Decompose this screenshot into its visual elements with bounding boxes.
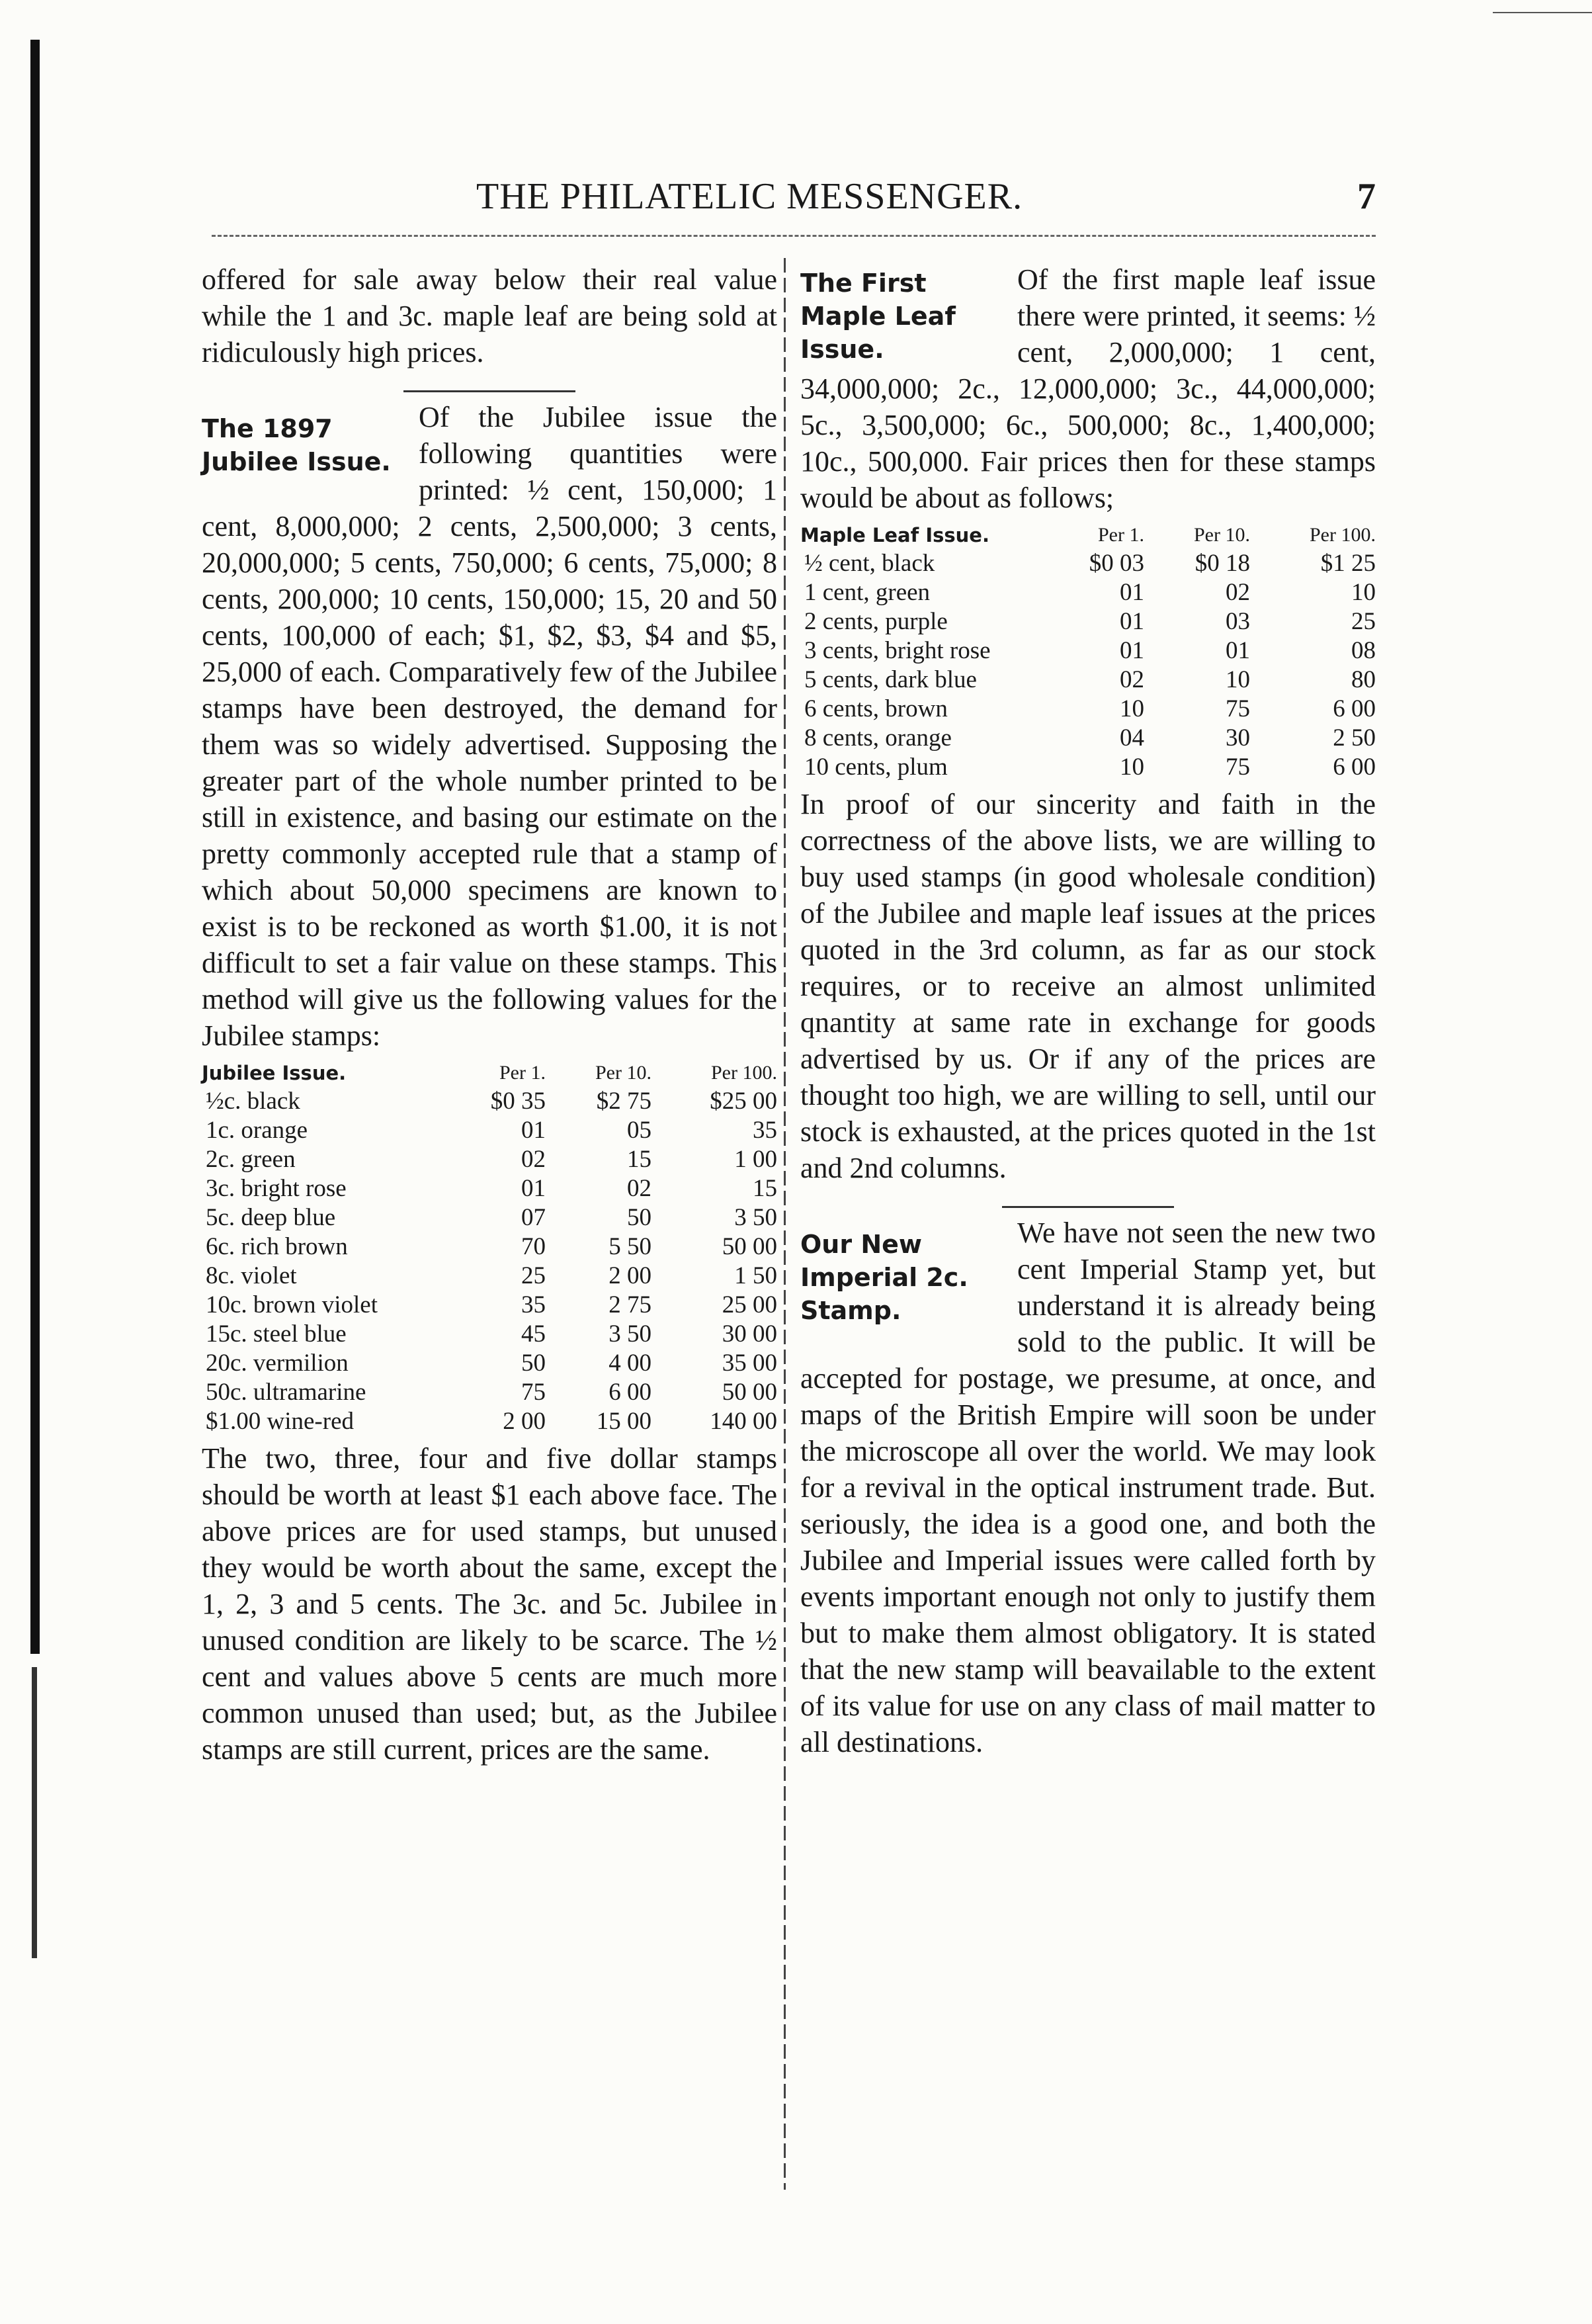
price-cell: 30 00 bbox=[722, 1320, 777, 1348]
price-cell: $25 00 bbox=[710, 1088, 777, 1115]
stamp-name-cell: 20c. vermilion bbox=[206, 1350, 349, 1377]
price-cell: $0 18 bbox=[1194, 550, 1250, 577]
table-header: Per 1. bbox=[499, 1062, 546, 1084]
table-row bbox=[202, 1378, 777, 1407]
price-cell: 25 00 bbox=[722, 1291, 777, 1318]
table-row bbox=[202, 1262, 777, 1291]
section-rule bbox=[403, 390, 575, 392]
table-row bbox=[800, 549, 1376, 578]
stamp-name-cell: 6 cents, brown bbox=[804, 695, 948, 722]
maple-section bbox=[800, 261, 1376, 516]
stamp-name-cell: 6c. rich brown bbox=[206, 1233, 348, 1260]
price-cell: 25 bbox=[1351, 608, 1376, 635]
table-header: Per 1. bbox=[1098, 524, 1144, 546]
price-cell: 01 bbox=[521, 1117, 546, 1144]
price-cell: 01 bbox=[1120, 579, 1144, 606]
price-cell: 07 bbox=[521, 1204, 546, 1231]
price-cell: 2 75 bbox=[608, 1291, 651, 1318]
table-row bbox=[202, 1116, 777, 1145]
price-cell: 2 00 bbox=[503, 1408, 546, 1435]
stamp-name-cell: 2c. green bbox=[206, 1146, 296, 1173]
price-cell: 50 bbox=[521, 1350, 546, 1377]
price-cell: 75 bbox=[521, 1379, 546, 1406]
price-cell: 35 bbox=[521, 1291, 546, 1318]
maple-heading: The First Maple Leaf Issue. bbox=[800, 269, 956, 364]
stamp-name-cell: 50c. ultramarine bbox=[206, 1379, 366, 1406]
price-cell: 2 00 bbox=[608, 1262, 651, 1289]
table-row bbox=[202, 1349, 777, 1378]
binding-edge-mark-lower bbox=[32, 1667, 37, 1958]
stamp-name-cell: 1c. orange bbox=[206, 1117, 308, 1144]
jubilee-heading: The 1897 Jubilee Issue. bbox=[202, 414, 391, 476]
jubilee-price-table bbox=[202, 1059, 777, 1436]
jubilee-paragraph: Of the Jubilee issue the following quantities were printed: ½ cent, 150,000; 1 cent, 8,000,000; 2 cents, 2,500,000; 3 cents, 20,000,000; 5 cents, 750,000; 6 cents, 75,000; 8 cents, 200,000; 10 cents, 150,000; 15, 20 and 50 cents, 100,000 of each; $1, $2, $3, $4 and $5, 25,000 of each. Comparatively few of the Jubilee stamps have been destroyed, the demand for them was so widely advertised. Supposing the greater part of the whole number printed to be still in existence, and basing our estimate on the pretty commonly accepted rule that a stamp of which about 50,000 specimens are known to exist is to be reckoned as worth $1.00, it is not difficult to set a fair value on these stamps. This method will give us the following values for the Jubilee stamps: bbox=[202, 401, 777, 1052]
price-cell: 1 50 bbox=[734, 1262, 777, 1289]
table-header: Maple Leaf Issue. bbox=[800, 524, 989, 546]
price-cell: 50 00 bbox=[722, 1379, 777, 1406]
price-cell: 30 bbox=[1226, 724, 1250, 752]
table-row bbox=[202, 1145, 777, 1174]
stamp-name-cell: 1 cent, green bbox=[804, 579, 931, 606]
table-row bbox=[202, 1232, 777, 1262]
column-divider bbox=[784, 258, 786, 2190]
price-cell: 03 bbox=[1226, 608, 1250, 635]
table-row bbox=[202, 1174, 777, 1203]
price-cell: 6 00 bbox=[1333, 753, 1376, 781]
price-cell: 01 bbox=[1120, 608, 1144, 635]
price-cell: 10 bbox=[1226, 666, 1250, 693]
page-header bbox=[198, 175, 1376, 228]
price-cell: 02 bbox=[1120, 666, 1144, 693]
price-cell: 15 00 bbox=[596, 1408, 651, 1435]
stamp-name-cell: 5 cents, dark blue bbox=[804, 666, 977, 693]
maple-price-table bbox=[800, 521, 1376, 782]
price-cell: $1 25 bbox=[1320, 550, 1376, 577]
right-column bbox=[800, 261, 1376, 1760]
price-cell: 25 bbox=[521, 1262, 546, 1289]
top-edge-rule bbox=[1493, 12, 1592, 13]
table-header: Per 10. bbox=[1194, 524, 1250, 546]
price-cell: 6 00 bbox=[608, 1379, 651, 1406]
intro-paragraph: offered for sale away below their real value while the 1 and 3c. maple leaf are being sold at ridiculously high prices. bbox=[202, 263, 777, 368]
price-cell: 01 bbox=[521, 1175, 546, 1202]
price-cell: 3 50 bbox=[608, 1320, 651, 1348]
price-cell: 10 bbox=[1120, 753, 1144, 781]
table-header: Per 100. bbox=[1310, 524, 1376, 546]
price-cell: 10 bbox=[1120, 695, 1144, 722]
running-title: THE PHILATELIC MESSENGER. bbox=[476, 176, 1023, 217]
header-rule bbox=[212, 235, 1376, 237]
price-cell: 35 bbox=[753, 1117, 777, 1144]
price-cell: 75 bbox=[1226, 695, 1250, 722]
stamp-name-cell: 8 cents, orange bbox=[804, 724, 952, 752]
price-cell: 5 50 bbox=[608, 1233, 651, 1260]
price-cell: 2 50 bbox=[1333, 724, 1376, 752]
price-cell: 3 50 bbox=[734, 1204, 777, 1231]
price-cell: 01 bbox=[1226, 637, 1250, 664]
stamp-name-cell: 3c. bright rose bbox=[206, 1175, 347, 1202]
section-rule bbox=[1002, 1206, 1174, 1208]
imperial-heading: Our New Imperial 2c. Stamp. bbox=[800, 1230, 968, 1325]
price-cell: 75 bbox=[1226, 753, 1250, 781]
table-row bbox=[800, 753, 1376, 782]
proof-paragraph: In proof of our sincerity and faith in the correctness of the above lists, we are willing to buy used stamps (in good wholesale condition) of the Jubilee and maple leaf issues at the prices quoted in the 3rd column, as far as our stock requires, or to receive an almost unlimited qnantity at same rate in exchange for goods advertised by us. Or if any of the prices are thought too high, we are willing to sell, until our stock is exhausted, at the prices quoted in the 1st and 2nd columns. bbox=[800, 788, 1376, 1184]
stamp-name-cell: 15c. steel blue bbox=[206, 1320, 347, 1348]
price-cell: $2 75 bbox=[596, 1088, 651, 1115]
price-cell: 50 00 bbox=[722, 1233, 777, 1260]
imperial-section bbox=[800, 1206, 1376, 1760]
price-cell: 02 bbox=[1226, 579, 1250, 606]
stamp-name-cell: 10 cents, plum bbox=[804, 753, 948, 781]
table-row bbox=[202, 1291, 777, 1320]
price-cell: $0 35 bbox=[490, 1088, 546, 1115]
price-cell: 6 00 bbox=[1333, 695, 1376, 722]
table-row bbox=[800, 695, 1376, 724]
table-row bbox=[800, 607, 1376, 636]
price-cell: 45 bbox=[521, 1320, 546, 1348]
price-cell: $0 03 bbox=[1089, 550, 1144, 577]
imperial-paragraph: We have not seen the new two cent Imperial Stamp yet, but understand it is already being sold to the public. It will be accepted for postage, we presume, at once, and maps of the British Empire will soon be under the microscope all over the world. We may look for a revival in the optical instrument trade. But. seriously, the idea is a good one, and both the Jubilee and Imperial issues were called forth by events important enough not only to justify them but to make them almost obligatory. It is stated that the new stamp will beavailable to the extent of its value for use on any class of mail matter to all destinations. bbox=[800, 1217, 1376, 1758]
price-cell: 50 bbox=[627, 1204, 651, 1231]
price-cell: 70 bbox=[521, 1233, 546, 1260]
table-row bbox=[800, 666, 1376, 695]
table-row bbox=[800, 578, 1376, 607]
table-header: Per 100. bbox=[711, 1062, 777, 1084]
closing-paragraph: The two, three, four and five dollar stamps should be worth at least $1 each above face. The above prices are for used stamps, but unused they would be worth about the same, except the 1, 2, 3 and 5 cents. The 3c. and 5c. Jubilee in unused condition are likely to be scarce. The ½ cent and values above 5 cents are much more common unused than used; but, as the Jubilee stamps are still current, prices are the same. bbox=[202, 1442, 777, 1766]
price-cell: 15 bbox=[627, 1146, 651, 1173]
price-cell: 04 bbox=[1120, 724, 1144, 752]
price-cell: 80 bbox=[1351, 666, 1376, 693]
price-cell: 10 bbox=[1351, 579, 1376, 606]
table-header: Per 10. bbox=[595, 1062, 651, 1084]
table-row bbox=[202, 1407, 777, 1436]
price-cell: 15 bbox=[753, 1175, 777, 1202]
binding-edge-mark bbox=[30, 40, 40, 1654]
price-cell: 1 00 bbox=[734, 1146, 777, 1173]
stamp-name-cell: ½ cent, black bbox=[804, 550, 935, 577]
stamp-name-cell: 8c. violet bbox=[206, 1262, 297, 1289]
price-cell: 140 00 bbox=[710, 1408, 777, 1435]
left-column bbox=[202, 261, 777, 1768]
stamp-name-cell: 10c. brown violet bbox=[206, 1291, 378, 1318]
table-row bbox=[800, 636, 1376, 666]
price-cell: 02 bbox=[627, 1175, 651, 1202]
price-cell: 08 bbox=[1351, 637, 1376, 664]
table-row bbox=[202, 1320, 777, 1349]
stamp-name-cell: $1.00 wine-red bbox=[206, 1408, 354, 1435]
page-number: 7 bbox=[1357, 176, 1376, 217]
price-cell: 35 00 bbox=[722, 1350, 777, 1377]
price-cell: 4 00 bbox=[608, 1350, 651, 1377]
table-row bbox=[800, 724, 1376, 753]
price-cell: 01 bbox=[1120, 637, 1144, 664]
table-row bbox=[202, 1203, 777, 1232]
table-row bbox=[202, 1087, 777, 1116]
stamp-name-cell: 5c. deep blue bbox=[206, 1204, 336, 1231]
maple-paragraph: Of the first maple leaf issue there were printed, it seems: ½ cent, 2,000,000; 1 cent, 34,000,000; 2c., 12,000,000; 3c., 44,000,000; 5c., 3,500,000; 6c., 500,000; 8c., 1,400,000; 10c., 500,000. Fair prices then for these stamps would be about as follows; bbox=[800, 263, 1376, 514]
jubilee-section bbox=[202, 390, 777, 1054]
price-cell: 02 bbox=[521, 1146, 546, 1173]
price-cell: 05 bbox=[627, 1117, 651, 1144]
table-header: Jubilee Issue. bbox=[202, 1062, 347, 1084]
stamp-name-cell: 2 cents, purple bbox=[804, 608, 948, 635]
stamp-name-cell: ½c. black bbox=[206, 1088, 300, 1115]
stamp-name-cell: 3 cents, bright rose bbox=[804, 637, 991, 664]
